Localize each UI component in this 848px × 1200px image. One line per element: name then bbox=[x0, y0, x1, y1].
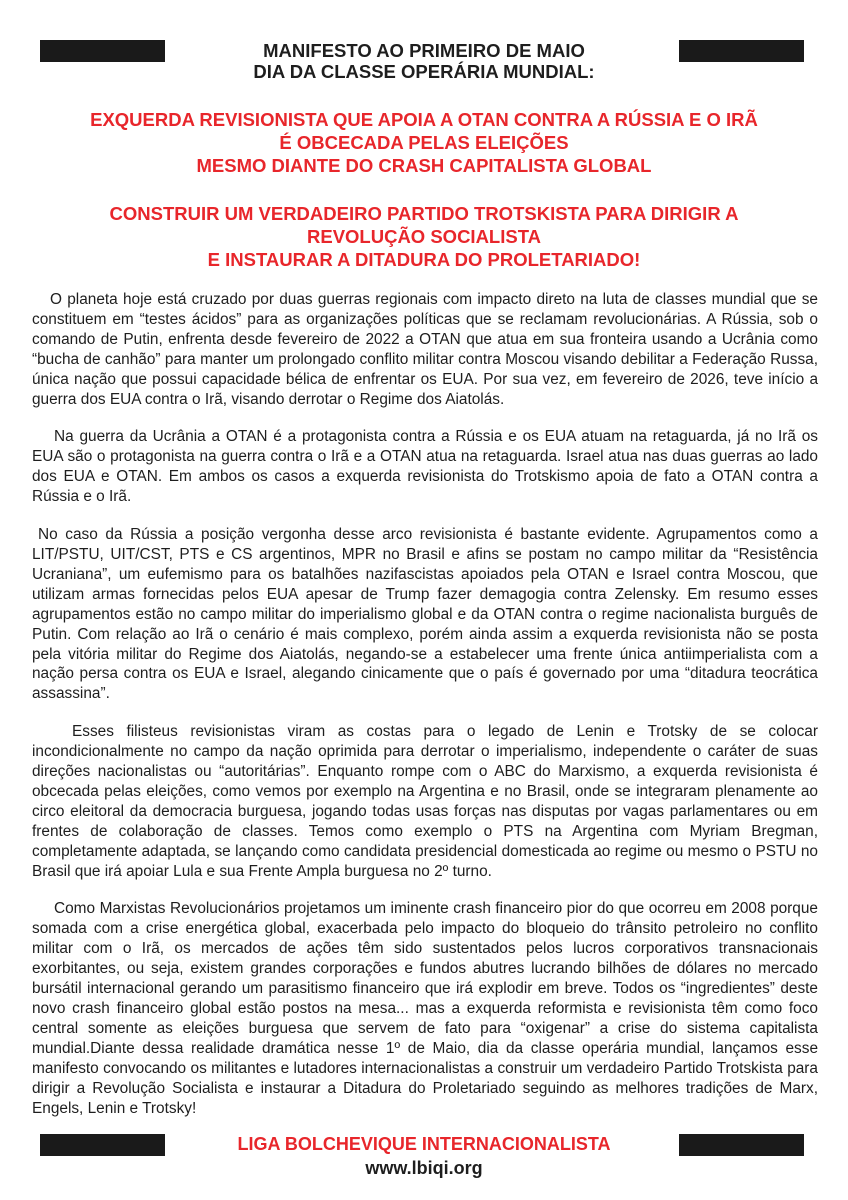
decorative-bar-top-right bbox=[679, 40, 804, 62]
paragraph: No caso da Rússia a posição vergonha desse arco revisionista é bastante evidente. Agrupamentos como a LIT/PSTU, UIT/CST, PTS e CS argentinos, MPR no Brasil e afins se postam no campo militar da “Resistência Ucraniana”, um eufemismo para os batalhões nazifascistas apoiados pela OTAN e Israel contra Moscou, que utilizam armas fornecidas pelos EUA apesar de Trump fazer demagogia contra Zelensky. Em resumo esses agrupamentos estão no campo militar do imperialismo global e da OTAN contra o regime nacionalista burguês de Putin. Com relação ao Irã o cenário é mais complexo, porém ainda assim a exquerda revisionista não se posta pela vitória militar do Regime dos Aiatolás, negando-se a estabelecer uma frente única antiimperialista com a nação persa contra os EUA e Israel, alegando cinicamente que o país é governado por uma “ditadura teocrática assassina”. bbox=[32, 526, 818, 703]
headline-line: REVOLUÇÃO SOCIALISTA bbox=[307, 226, 541, 247]
headline-line: É OBCECADA PELAS ELEIÇÕES bbox=[279, 132, 569, 153]
headline-revisionist-left bbox=[20, 108, 828, 177]
organization-name: LIGA BOLCHEVIQUE INTERNACIONALISTA bbox=[237, 1134, 611, 1154]
title-line: MANIFESTO AO PRIMEIRO DE MAIO bbox=[263, 40, 585, 61]
manifesto-body bbox=[32, 290, 818, 1118]
paragraph: Na guerra da Ucrânia a OTAN é a protagonista contra a Rússia e os EUA atuam na retaguarda, já no Irã os EUA são o protagonista na guerra contra o Irã e a OTAN atua na retaguarda. Israel atua nas duas guerras ao lado dos EUA e OTAN. Em ambos os casos a exquerda revisionista do Trotskismo apoia de fato a OTAN contra a Rússia e o Irã. bbox=[32, 428, 818, 506]
page-title bbox=[170, 40, 678, 82]
headline-line: EXQUERDA REVISIONISTA QUE APOIA A OTAN CONTRA A RÚSSIA E O IRÃ bbox=[90, 109, 758, 130]
decorative-bar-top-left bbox=[40, 40, 165, 62]
headline-line: MESMO DIANTE DO CRASH CAPITALISTA GLOBAL bbox=[196, 155, 652, 176]
paragraph: O planeta hoje está cruzado por duas guerras regionais com impacto direto na luta de classes mundial que se constituem em “testes ácidos” para as organizações políticas que se reclamam revolucionárias. A Rússia, sob o comando de Putin, enfrenta desde fevereiro de 2022 a OTAN que atua em sua fronteira usando a Ucrânia como “bucha de canhão” para manter um prolongado conflito militar contra Moscou visando debilitar a Federação Russa, única nação que possui capacidade bélica de enfrentar os EUA. Por sua vez, em fevereiro de 2026, teve início a guerra dos EUA contra o Irã, visando derrotar o Regime dos Aiatolás. bbox=[32, 291, 818, 408]
headline-build-party bbox=[20, 202, 828, 271]
headline-line: CONSTRUIR UM VERDADEIRO PARTIDO TROTSKISTA PARA DIRIGIR A bbox=[109, 203, 739, 224]
paragraph: Esses filisteus revisionistas viram as costas para o legado de Lenin e Trotsky de se colocar incondicionalmente no campo da nação oprimida para derrotar o imperialismo, independente o caráter de suas direções nacionalistas ou “autoritárias”. Enquanto rompe com o ABC do Marxismo, a exquerda revisionista é obcecada pelas eleições, como vemos por exemplo na Argentina e no Brasil, onde se integraram plenamente ao circo eleitoral da democracia burguesa, jogando todas usas forças nas disputas por vagas parlamentares ou em frentes de colaboração de classes. Temos como exemplo o PTS na Argentina com Myriam Bregman, completamente adaptada, se lançando como candidata presidencial domesticada ao regime ou mesmo o PSTU no Brasil que irá apoiar Lula e sua Frente Ampla burguesa no 2º turno. bbox=[32, 723, 818, 880]
decorative-bar-bottom-right bbox=[679, 1134, 804, 1156]
title-line: DIA DA CLASSE OPERÁRIA MUNDIAL: bbox=[253, 61, 595, 82]
website-link[interactable]: www.lbiqi.org bbox=[365, 1158, 483, 1178]
decorative-bar-bottom-left bbox=[40, 1134, 165, 1156]
paragraph: Como Marxistas Revolucionários projetamos um iminente crash financeiro pior do que ocorreu em 2008 porque somada com a crise energética global, exacerbada pelo impacto do bloqueio do trânsito petroleiro no conflito militar com o Irã, os mercados de ações têm sido sustentados pelos lucros corporativos transnacionais exorbitantes, ou seja, existem grandes corporações e fundos abutres lucrando bilhões de dólares no mercado bursátil internacional gerando um parasitismo financeiro que irá explodir em breve. Todos os “ingredientes” deste novo crash financeiro global estão postos na mesa... mas a exquerda reformista e revisionista têm como foco central somente as eleições burguesa que servem de fato para “oxigenar” a crise do sistema capitalista mundial.Diante dessa realidade dramática nesse 1º de Maio, dia da classe operária mundial, lançamos esse manifesto convocando os militantes e lutadores internacionalistas a construir um verdadeiro Partido Trotskista para dirigir a Revolução Socialista e instaurar a Ditadura do Proletariado seguindo as melhores tradições de Marx, Engels, Lenin e Trotsky! bbox=[32, 900, 818, 1117]
headline-line: E INSTAURAR A DITADURA DO PROLETARIADO! bbox=[207, 249, 641, 270]
